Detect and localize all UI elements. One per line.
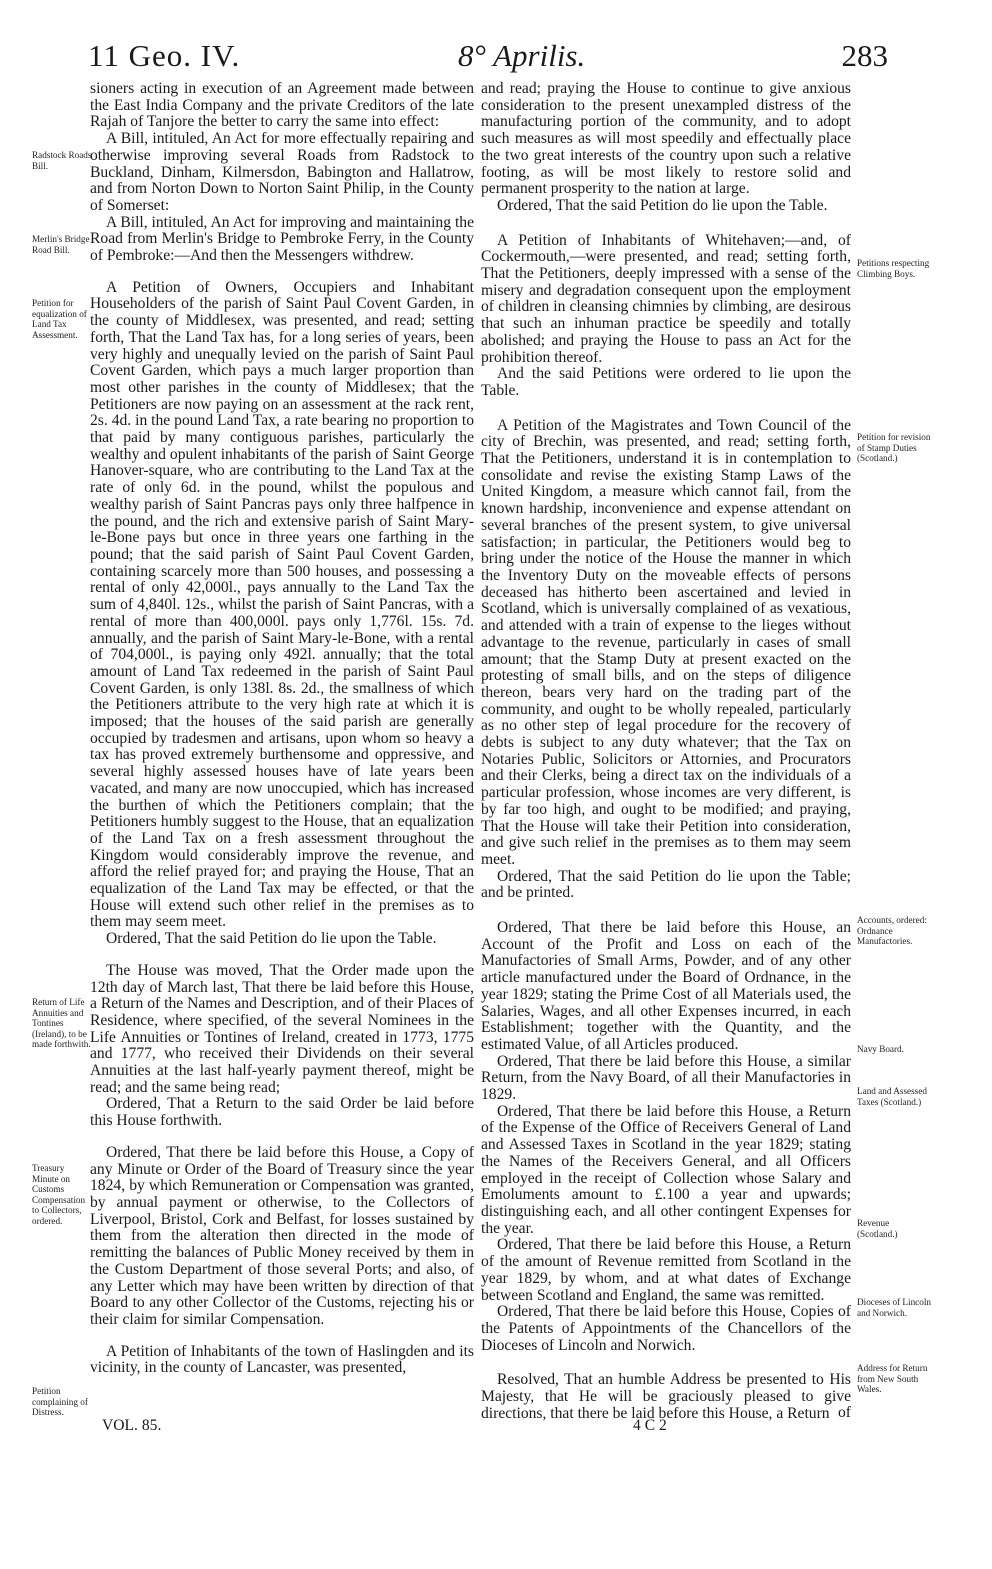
page-number: 283 bbox=[841, 38, 888, 73]
paragraph: Ordered, That there be laid before this House, a Return of the Expense of the Office of Receivers General of Land and Assessed Taxes in Scotland in the year 1829; stating the Names of the Receivers General, and all Officers employed in the receipt of Collection whose Salary and Emoluments amount to £.100 a year and upwards; distinguishing each, and all other contingent Expenses for the year. bbox=[481, 1102, 851, 1237]
paragraph: A Petition of Inhabitants of Whitehaven;—and, of Cockermouth,—were presented, and read; setting forth, That the Petitioners, deeply impressed with a sense of the misery and degradation consequent upon the employment of children in cleansing chimnies by climbing, are desirous that such an inhuman practice be speedily and totally abolished; and praying the House to pass an Act for the prohibition thereof. bbox=[481, 231, 851, 366]
margin-note: Petitions respecting Climbing Boys. bbox=[857, 258, 930, 279]
paragraph: Ordered, That the said Petition do lie upon the Table. bbox=[106, 930, 437, 948]
margin-note: Revenue (Scotland.) bbox=[857, 1218, 898, 1239]
signature-mark: 4 C 2 bbox=[633, 1417, 667, 1434]
paragraph: Ordered, That the said Petition do lie upon the Table; and be printed. bbox=[481, 867, 851, 902]
paragraph: Ordered, That there be laid before this House, an Account of the Profit and Loss on each of the Manufactories of Small Arms, Powder, and of any other article manufactured under the Board of Ordnance, in the year 1829; stating the Prime Cost of all Materials used, the Salaries, Wages, and all other Expenses incurred, in each Establishment; together with the Quantity, and the estimated Value, of all Articles produced. bbox=[481, 919, 851, 1053]
margin-note: Petition for equalization of Land Tax Assessment. bbox=[32, 298, 87, 340]
paragraph: Ordered, That there be laid before this House, a Return of the amount of Revenue remitted from Scotland in the year 1829, by whom, and at what dates of Exchange between Scotland and England, the same was remitted. bbox=[481, 1236, 851, 1304]
margin-note: Dioceses of Lincoln and Norwich. bbox=[857, 1297, 931, 1318]
paragraph: Ordered, That the said Petition do lie upon the Table. bbox=[497, 196, 828, 214]
margin-note: Treasury Minute on Customs Compensation to Collectors, ordered. bbox=[32, 1163, 86, 1226]
catchword: of bbox=[838, 1404, 851, 1421]
margin-note: Navy Board. bbox=[857, 1044, 904, 1054]
paragraph: A Petition of the Magistrates and Town Council of the city of Brechin, was presented, and read; setting forth, That the Petitioners, understand it is in contemplation to consolidate and revise the existing Stamp Laws of the United Kingdom, a measure which cannot fail, from the known hardship, inconvenience and expense attendant on several branches of the present system, to give universal satisfaction; in particular, the Petitioners would beg to bring under the notice of the House the manner in which the Inventory Duty on the moveable effects of persons deceased has hitherto been ascertained and levied in Scotland, which is universally complained of as vexatious, and attended with a train of expense to the lieges without advantage to the revenue, particularly in cases of small amount; that the Stamp Duty at present exacted on the protesting of small bills, and on the steps of diligence thereon, bears very hard on the trading part of the community, and ought to be wholly repealed, particularly as no other step of legal procedure for the recovery of debts is subject to any duty whatever; that the Tax on Notaries Public, Solicitors or Attornies, and Procurators and their Clerks, being a direct tax on the individuals of a particular profession, whose incomes are very different, is by far too high, and ought to be modified; and praying, That the House will take their Petition into consideration, and give such relief in the premises as to them may seem meet. bbox=[481, 416, 851, 868]
margin-note: Petition for revision of Stamp Duties (Scotland.) bbox=[857, 432, 931, 464]
paragraph: Resolved, That an humble Address be presented to His Majesty, that He will be graciously pleased to give directions, that there be laid before this House, a Return bbox=[481, 1371, 851, 1422]
margin-note: Return of Life Annuities and Tontines (Ireland), to be made forthwith. bbox=[32, 997, 91, 1050]
margin-note: Land and Assessed Taxes (Scotland.) bbox=[857, 1086, 927, 1107]
running-header bbox=[88, 38, 888, 78]
paragraph: The House was moved, That the Order made upon the 12th day of March last, That there be laid before this House, a Return of the Names and Description, and of their Places of Residence, where specified, of the several Nominees in the Life Annuities or Tontines of Ireland, created in 1773, 1775 and 1777, who received their Dividends on their several Annuities at the last half-yearly payment thereof, might be read; and the same being read; bbox=[90, 961, 474, 1096]
paragraph: Ordered, That a Return to the said Order be laid before this House forthwith. bbox=[90, 1095, 474, 1130]
session-date: 8° Aprilis. bbox=[458, 38, 586, 73]
regnal-year: 11 Geo. IV. bbox=[88, 38, 241, 73]
paragraph: And the said Petitions were ordered to lie upon the Table. bbox=[481, 365, 851, 399]
paragraph: A Bill, intituled, An Act for improving and maintaining the Road from Merlin's Bridge to Pembroke Ferry, in the County of Pembroke:—And then the Messengers withdrew. bbox=[90, 213, 474, 265]
margin-note: Petition complaining of Distress. bbox=[32, 1386, 88, 1418]
left-column bbox=[90, 81, 474, 1377]
paragraph: A Petition of Owners, Occupiers and Inhabitant Householders of the parish of Saint Paul Covent Garden, in the county of Middlesex, was presented, and read; setting forth, That the Land Tax has, for a long series of years, been very highly and unequally levied on the parish of Saint Paul Covent Garden, which pays a much larger proportion than most other parishes in the county of Middlesex; that the Petitioners are now paying on an assessment at the rack rent, 2s. 4d. in the pound Land Tax, a rate bearing no proportion to that paid by many contiguous parishes, particularly the wealthy and opulent inhabitants of the parish of Saint George Hanover-square, who are contributing to the Land Tax at the rate of only 6d. in the pound, whilst the populous and wealthy parish of Saint Pancras pays only three halfpence in the pound, and the rich and extensive parish of Saint Mary-le-Bone pays but once in three years one farthing in the pound; that the said parish of Saint Paul Covent Garden, containing scarcely more than 500 houses, and possessing a rental of only 42,000l., pays annually to the Land Tax the sum of 4,840l. 12s., whilst the parish of Saint Pancras, with a rental of more than 400,000l. pays only 1,776l. 15s. 7d. annually, and the parish of Saint Mary-le-Bone, with a rental of 704,000l., is paying only 492l. annually; that the total amount of Land Tax redeemed in the parish of Saint Paul Covent Garden, is only 138l. 8s. 2d., the smallness of which the Petitioners attribute to the very high rate at which it is imposed; that the houses of the said parish are generally occupied by tradesmen and artisans, upon whom so heavy a tax has proved extremely burthensome and oppressive, and several highly assessed houses have of late years been vacated, and many are now unoccupied, which has increased the burthen of which the Petitioners complain; that the Petitioners humbly suggest to the House, that an equalization of the Land Tax on a fresh assessment throughout the Kingdom would considerably improve the revenue, and afford the relief prayed for; and praying the House, That an equalization of the Land Tax may be effected, or that the House will extend such other relief in the premises as to them may seem meet. bbox=[90, 278, 474, 931]
margin-note: Accounts, ordered: Ordnance Manufactories. bbox=[857, 915, 927, 947]
right-column bbox=[481, 81, 851, 1422]
paragraph: sioners acting in execution of an Agreement made between the East India Company and the private Creditors of the late Rajah of Tanjore the better to carry the same into effect: bbox=[90, 80, 474, 131]
paragraph: A Bill, intituled, An Act for more effectually repairing and otherwise improving several Roads from Radstock to Buckland, Dinham, Kilmersdon, Babington and Hallatrow, and from Norton Down to Norton Saint Philip, in the County of Somerset: bbox=[90, 130, 474, 214]
paragraph: Ordered, That there be laid before this House, a Copy of any Minute or Order of the Board of Treasury since the year 1824, by which Remuneration or Compensation was granted, by annual payment or otherwise, to the Collectors of Liverpool, Bristol, Cork and Belfast, for losses sustained by them from the alteration then directed in the mode of remitting the balances of Public Money received by them in the Custom Department of those several Ports; and also, of any Letter which may have been written by direction of that Board to any other Collector of the Customs, rejecting his or their claim for similar Compensation. bbox=[90, 1143, 474, 1328]
paragraph: A Petition of Inhabitants of the town of Haslingden and its vicinity, in the county of Lancaster, was presented, bbox=[90, 1342, 474, 1377]
volume-number: VOL. 85. bbox=[102, 1417, 162, 1434]
margin-note: Radstock Roads Bill. bbox=[32, 150, 92, 171]
paragraph: Ordered, That there be laid before this House, Copies of the Patents of Appointments of the Chancellors of the Dioceses of Lincoln and Norwich. bbox=[481, 1303, 851, 1354]
paragraph: Ordered, That there be laid before this House, a similar Return, from the Navy Board, of all their Manufactories in 1829. bbox=[481, 1052, 851, 1104]
paragraph: and read; praying the House to continue to give anxious consideration to the present unexampled distress of the manufacturing portion of the community, and to adopt such measures as will most speedily and effectually place the two great interests of the country upon such a relative footing, as will be most likely to restore solid and permanent prosperity to the nation at large. bbox=[481, 80, 851, 198]
margin-note: Address for Return from New South Wales. bbox=[857, 1363, 928, 1395]
margin-note: Merlin's Bridge Road Bill. bbox=[32, 234, 90, 255]
